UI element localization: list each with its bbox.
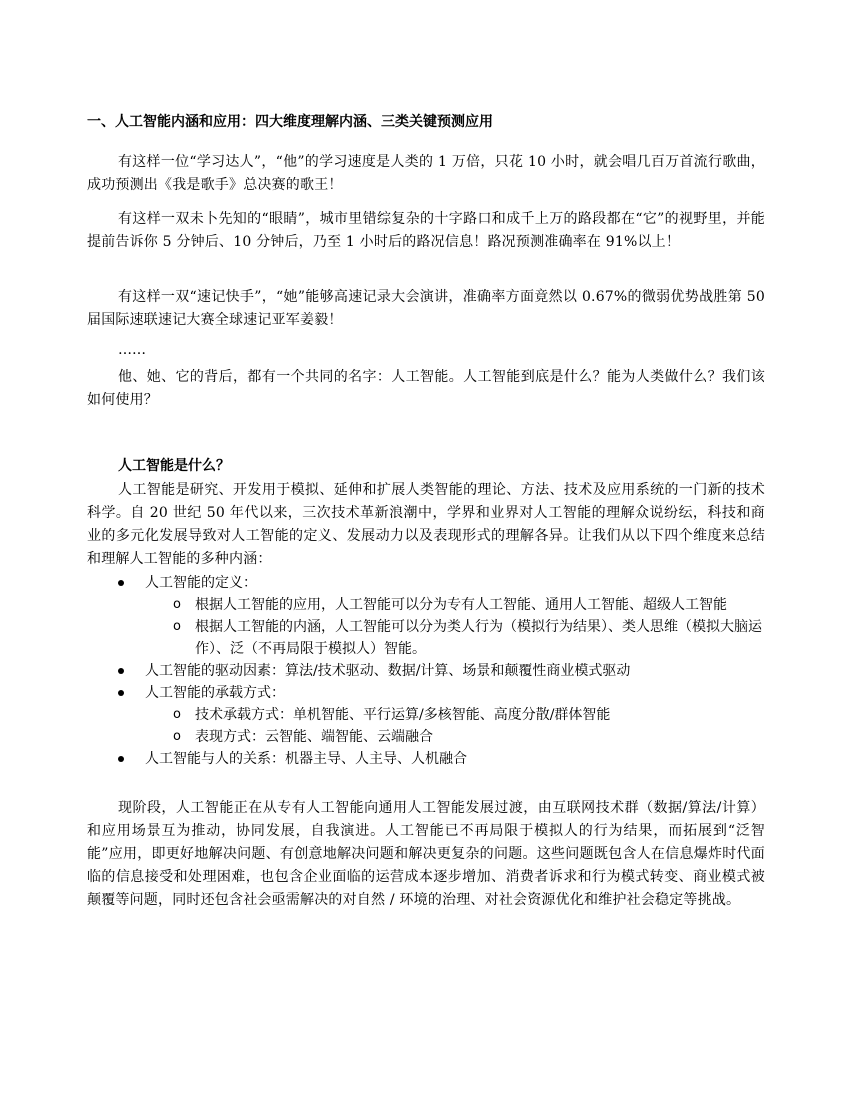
sub-list-item-text: 表现方式：云智能、端智能、云端融合 [195, 729, 433, 745]
sub-list [145, 704, 777, 748]
list-item [87, 572, 777, 660]
list-item-text: 人工智能的驱动因素：算法/技术驱动、数据/计算、场景和颠覆性商业模式驱动 [145, 663, 631, 679]
list-item-text: 人工智能与人的关系：机器主导、人主导、人机融合 [145, 751, 467, 767]
intro-paragraph-1: 有这样一位“学习达人”，“他”的学习速度是人类的 1 万倍，只花 10 小时，就会唱几百万首流行歌曲，成功预测出《我是歌手》总决赛的歌王！ [87, 154, 765, 193]
list-item [87, 660, 777, 682]
bullet-icon [118, 756, 124, 762]
sub-list-item-text: 根据人工智能的应用，人工智能可以分为专有人工智能、通用人工智能、超级人工智能 [195, 597, 727, 613]
list-item-text: 人工智能的定义： [145, 575, 257, 591]
circle-bullet-icon: o [173, 619, 181, 634]
sub-list-item-text: 技术承载方式：单机智能、平行运算/多核智能、高度分散/群体智能 [195, 707, 611, 723]
definition-paragraph: 人工智能是研究、开发用于模拟、延伸和扩展人类智能的理论、方法、技术及应用系统的一门新的技术科学。自 20 世纪 50 年代以来，三次技术革新浪潮中，学界和业界对人工智能的理解众说纷纭，科技和商业的多元化发展导致对人工智能的定义、发展动力以及表现形式的理解各异。让我们从以下四个维度来总结和理解人工智能的多种内涵： [87, 482, 765, 567]
current-stage-paragraph: 现阶段，人工智能正在从专有人工智能向通用人工智能发展过渡，由互联网技术群（数据/算法/计算）和应用场景互为推动，协同发展，自我演进。人工智能已不再局限于模拟人的行为结果，而拓展到“泛智能”应用，即更好地解决问题、有创意地解决问题和解决更复杂的问题。这些问题既包含人在信息爆炸时代面临的信息接受和处理困难，也包含企业面临的运营成本逐步增加、消费者诉求和行为模式转变、商业模式被颠覆等问题，同时还包含社会亟需解决的对自然 / 环境的治理、对社会资源优化和维护社会稳定等挑战。 [87, 800, 765, 908]
bullet-icon [118, 668, 124, 674]
sub-list-item [145, 726, 777, 748]
circle-bullet-icon: o [173, 707, 181, 722]
circle-bullet-icon: o [173, 729, 181, 744]
intro-paragraph-4: 他、她、它的背后，都有一个共同的名字：人工智能。人工智能到底是什么？能为人类做什么？我们该如何使用？ [87, 369, 765, 408]
sub-list-item-text: 根据人工智能的内涵，人工智能可以分为类人行为（模拟行为结果）、类人思维（模拟大脑运作）、泛（不再局限于模拟人）智能。 [195, 619, 762, 657]
subsection-title: 人工智能是什么？ [118, 458, 230, 474]
sub-list-item [145, 616, 777, 660]
intro-paragraph-3: 有这样一双“速记快手”，“她”能够高速记录大会演讲，准确率方面竟然以 0.67%的微弱优势战胜第 50 届国际速联速记大赛全球速记亚军姜毅！ [87, 289, 765, 328]
sub-list-item [145, 704, 777, 726]
list-item [87, 748, 777, 770]
sub-list-item [145, 594, 777, 616]
bullet-icon [118, 690, 124, 696]
intro-paragraph-2: 有这样一双未卜先知的“眼睛”，城市里错综复杂的十字路口和成千上万的路段都在“它”的视野里，并能提前告诉你 5 分钟后、10 分钟后，乃至 1 小时后的路况信息！路况预测准确率在 91%以上！ [87, 211, 765, 250]
section-heading: 一、人工智能内涵和应用：四大维度理解内涵、三类关键预测应用 [87, 114, 493, 130]
list-item [87, 682, 777, 748]
dimension-list [87, 572, 777, 770]
list-item-text: 人工智能的承载方式： [145, 685, 285, 701]
ellipsis-line: …… [118, 342, 146, 358]
sub-list [145, 594, 777, 660]
bullet-icon [118, 580, 124, 586]
circle-bullet-icon: o [173, 597, 181, 612]
